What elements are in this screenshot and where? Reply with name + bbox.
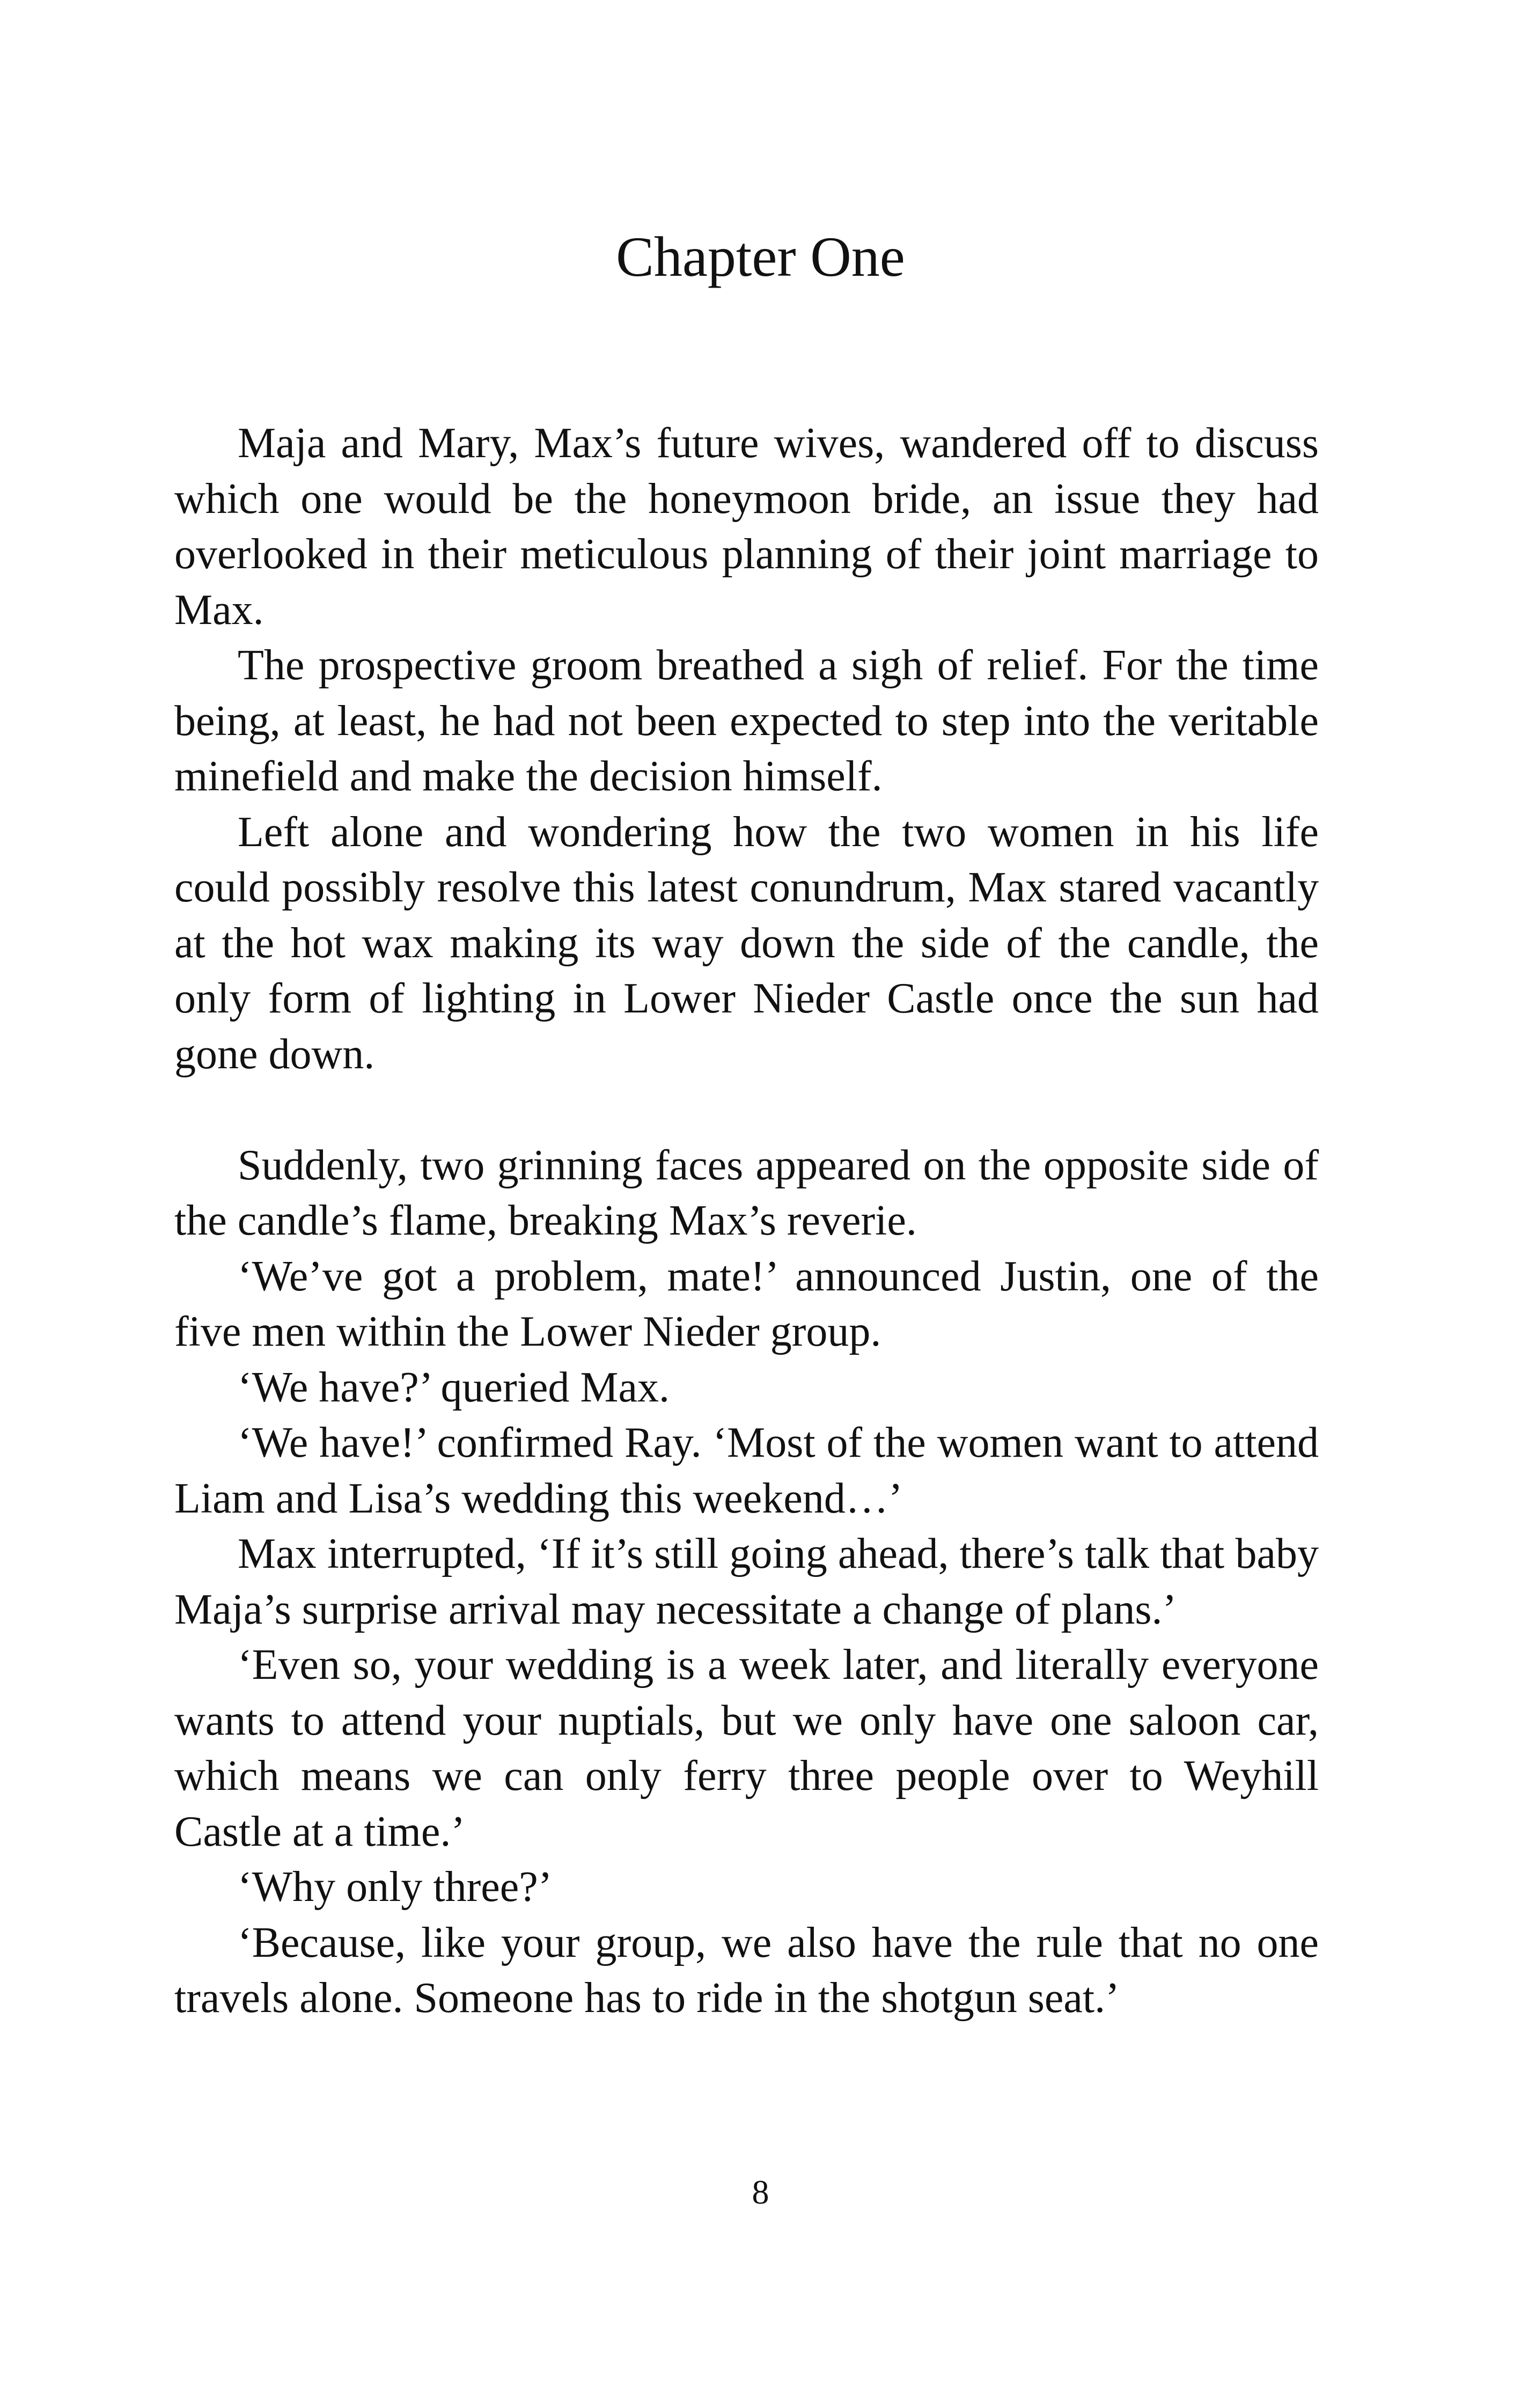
paragraph: ‘Why only three?’ <box>238 1863 553 1911</box>
paragraph: ‘Because, like your group, we also have the rule that no one travels alone. Someone has to ride in the shotgun seat.’ <box>174 1919 1319 2022</box>
chapter-body <box>174 416 1319 2027</box>
paragraph: ‘We have!’ confirmed Ray. ‘Most of the women want to attend Liam and Lisa’s wedding this weekend…’ <box>174 1419 1319 1522</box>
paragraph: Max interrupted, ‘If it’s still going ahead, there’s talk that baby Maja’s surprise arrival may necessitate a change of plans.’ <box>174 1530 1319 1633</box>
paragraph: ‘Even so, your wedding is a week later, and literally everyone wants to attend your nuptials, but we only have one saloon car, which means we can only ferry three people over to Weyhill Castle at a time.’ <box>174 1641 1319 1855</box>
paragraph: The prospective groom breathed a sigh of relief. For the time being, at least, he had not been expected to step into the veritable minefield and make the decision himself. <box>174 642 1319 800</box>
chapter-title: Chapter One <box>616 225 905 288</box>
paragraph: Suddenly, two grinning faces appeared on the opposite side of the candle’s flame, breaking Max’s reverie. <box>174 1141 1319 1244</box>
paragraph: Left alone and wondering how the two women in his life could possibly resolve this latest conundrum, Max stared vacantly at the hot wax making its way down the side of the candle, the only form of lighting in Lower Nieder Castle once the sun had gone down. <box>174 808 1319 1078</box>
paragraph: ‘We’ve got a problem, mate!’ announced Justin, one of the five men within the Lower Nieder group. <box>174 1252 1319 1355</box>
paragraph: ‘We have?’ queried Max. <box>238 1363 670 1411</box>
page-number: 8 <box>752 2173 769 2211</box>
paragraph: Maja and Mary, Max’s future wives, wandered off to discuss which one would be the honeymoon bride, an issue they had overlooked in their meticulous planning of their joint marriage to Max. <box>174 420 1319 634</box>
